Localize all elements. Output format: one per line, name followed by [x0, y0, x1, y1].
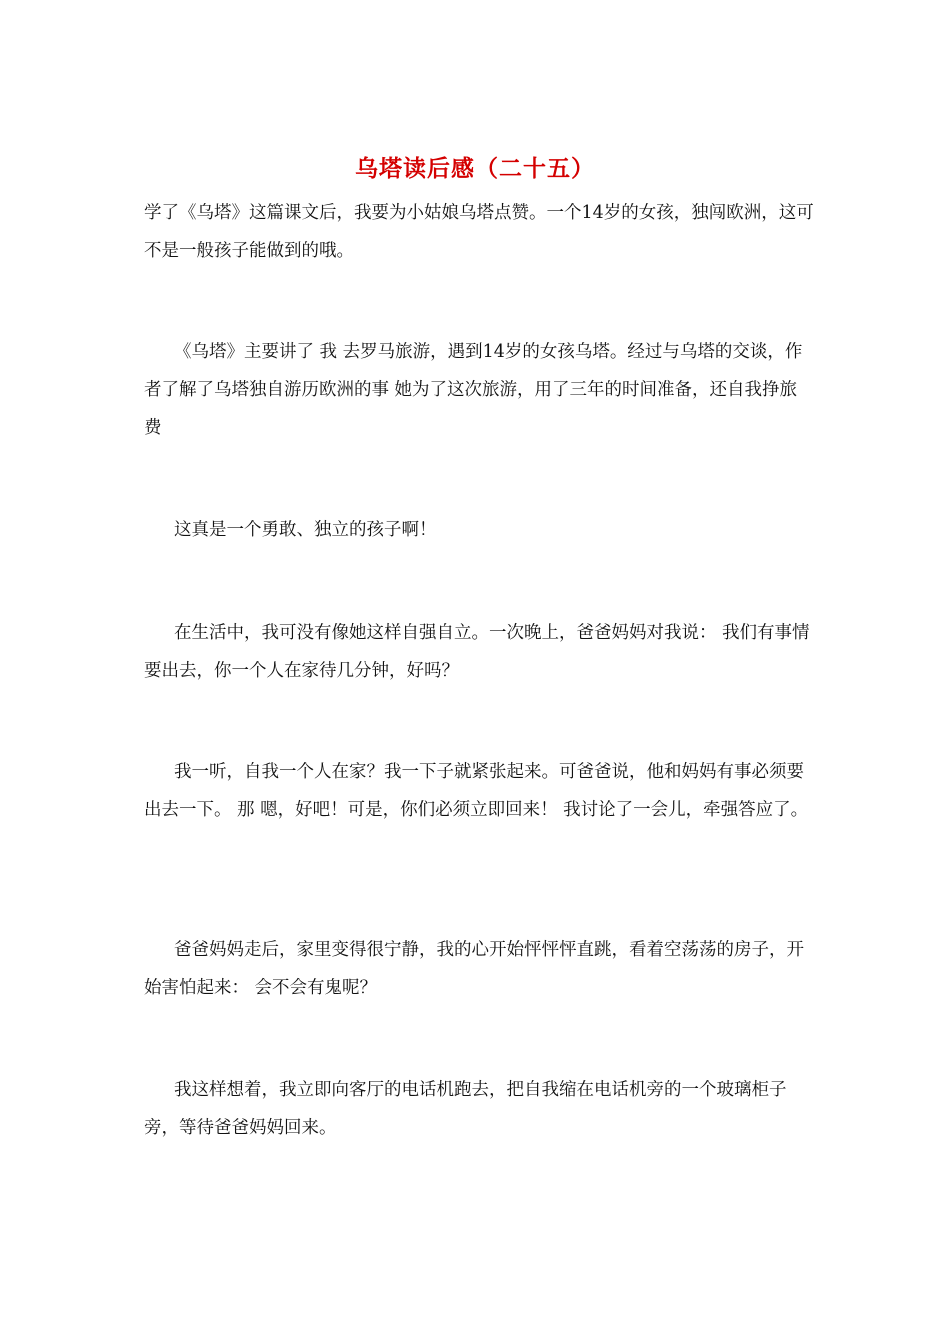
paragraph-3: 这真是一个勇敢、独立的孩子啊！ [174, 520, 437, 540]
paragraph-5: 我一听，自我一个人在家？我一下子就紧张起来。可爸爸说，他和妈妈有事必须要出去一下。 那 嗯，好吧！可是，你们必须立即回来！ 我讨论了一会儿，牵强答应了。 [144, 762, 809, 820]
paragraph-6: 爸爸妈妈走后，家里变得很宁静，我的心开始怦怦怦直跳，看着空荡荡的房子，开始害怕起来： 会不会有鬼呢？ [144, 940, 804, 998]
paragraph-7: 我这样想着，我立即向客厅的电话机跑去，把自我缩在电话机旁的一个玻璃柜子旁，等待爸爸妈妈回来。 [144, 1080, 787, 1138]
paragraph-1: 学了《乌塔》这篇课文后，我要为小姑娘乌塔点赞。一个14岁的女孩，独闯欧洲，这可不是一般孩子能做到的哦。 [144, 203, 814, 261]
paragraph-2: 《乌塔》主要讲了 我 去罗马旅游，遇到14岁的女孩乌塔。经过与乌塔的交谈，作者了解了乌塔独自游历欧洲的事 她为了这次旅游，用了三年的时间准备，还自我挣旅费 [144, 342, 803, 438]
paragraph-4: 在生活中，我可没有像她这样自强自立。一次晚上，爸爸妈妈对我说： 我们有事情要出去，你一个人在家待几分钟，好吗？ [144, 623, 810, 681]
document-title: 乌塔读后感（二十五） [355, 155, 595, 182]
